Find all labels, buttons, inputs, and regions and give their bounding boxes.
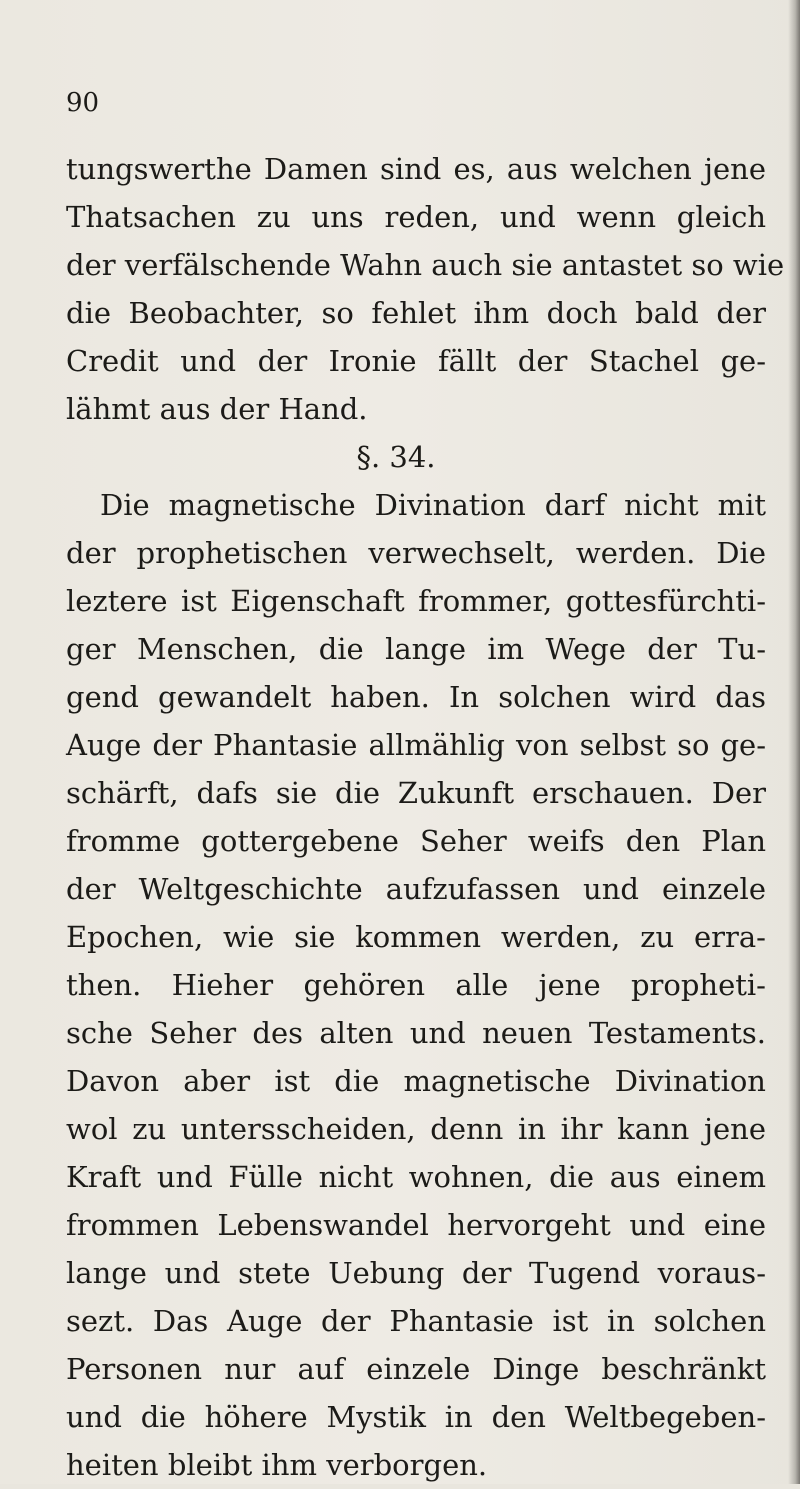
text-line: Auge der Phantasie allmählig von selbst so ge- [66, 728, 766, 762]
text-line: ger Menschen, die lange im Wege der Tu- [66, 632, 766, 666]
text-line: der prophetischen verwechselt, werden. Die [66, 536, 766, 570]
text-line: Personen nur auf einzele Dinge beschränkt [66, 1352, 766, 1386]
page-number: 90 [66, 88, 100, 118]
text-line: wol zu untersscheiden, denn in ihr kann jene [66, 1112, 766, 1146]
text-line: lange und stete Uebung der Tugend voraus- [66, 1256, 766, 1290]
text-line: sezt. Das Auge der Phantasie ist in solchen [66, 1304, 766, 1338]
text-line: Kraft und Fülle nicht wohnen, die aus einem [66, 1160, 766, 1194]
text-line: heiten bleibt ihm verborgen. [66, 1448, 488, 1482]
text-line: tungswerthe Damen sind es, aus welchen jene [66, 152, 766, 186]
text-line: leztere ist Eigenschaft frommer, gottesfürchti- [66, 584, 766, 618]
text-line: then. Hieher gehören alle jene propheti- [66, 968, 766, 1002]
text-line: und die höhere Mystik in den Weltbegeben- [66, 1400, 766, 1434]
section-heading: §. 34. [356, 440, 436, 474]
text-line: Die magnetische Divination darf nicht mit [100, 488, 766, 522]
text-line: gend gewandelt haben. In solchen wird das [66, 680, 766, 714]
text-line: lähmt aus der Hand. [66, 392, 368, 426]
text-line: schärft, dafs sie die Zukunft erschauen. Der [66, 776, 766, 810]
text-line: sche Seher des alten und neuen Testaments. [66, 1016, 766, 1050]
text-line: der Weltgeschichte aufzufassen und einzele [66, 872, 766, 906]
text-line: die Beobachter, so fehlet ihm doch bald der [66, 296, 766, 330]
text-line: fromme gottergebene Seher weifs den Plan [66, 824, 766, 858]
text-line: Thatsachen zu uns reden, und wenn gleich [66, 200, 766, 234]
text-line: Epochen, wie sie kommen werden, zu erra- [66, 920, 766, 954]
text-line: frommen Lebenswandel hervorgeht und eine [66, 1208, 766, 1242]
text-line: der verfälschende Wahn auch sie antastet so wie [66, 248, 785, 282]
body-text [66, 145, 785, 1489]
text-line: Credit und der Ironie fällt der Stachel ge- [66, 344, 766, 378]
text-line: Davon aber ist die magnetische Divination [66, 1064, 766, 1098]
page-edge-shadow [788, 0, 800, 1484]
